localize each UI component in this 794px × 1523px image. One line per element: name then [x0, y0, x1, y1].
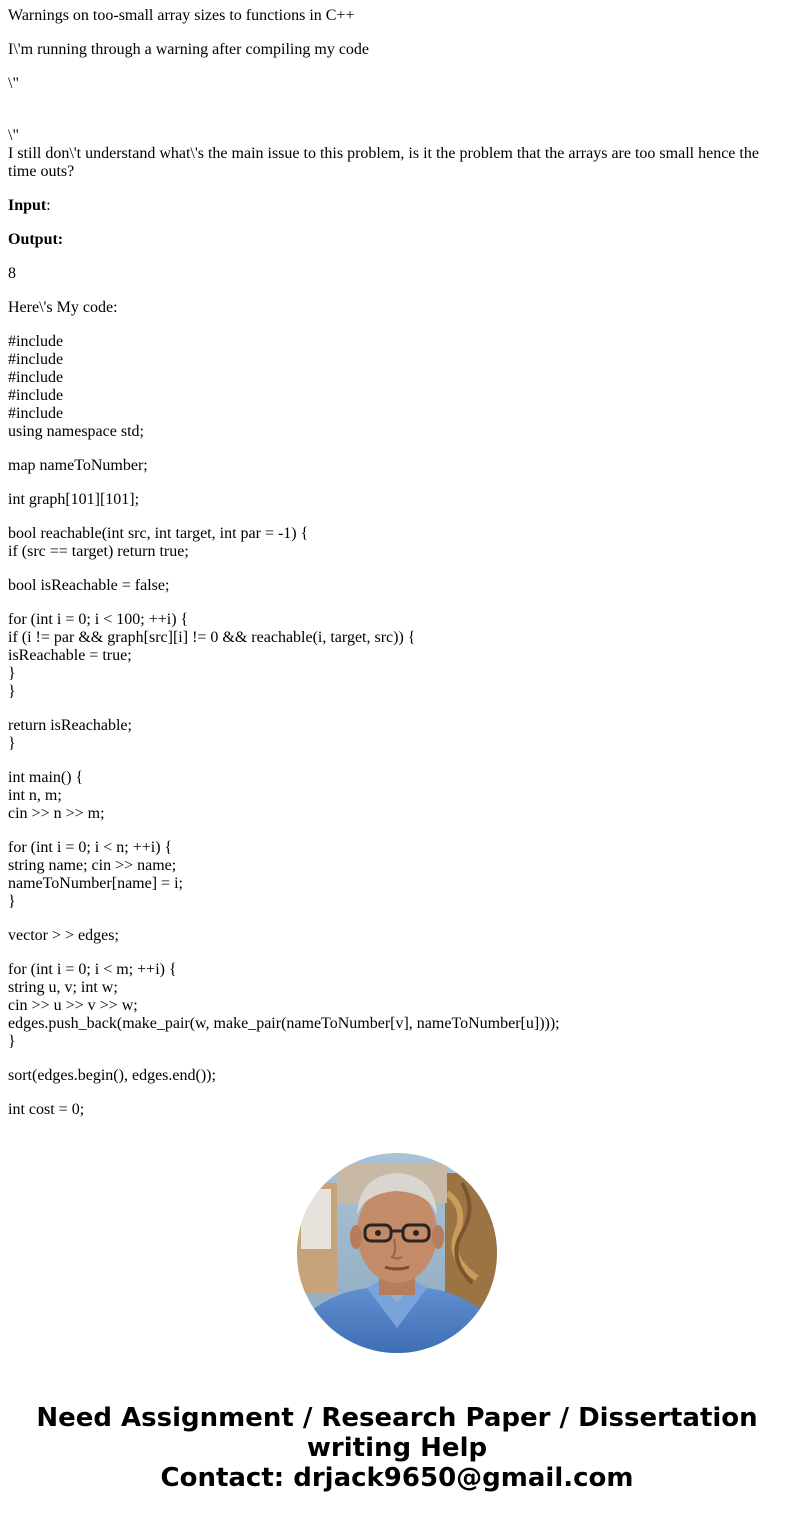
code-line: for (int i = 0; i < n; ++i) { [8, 839, 173, 856]
code-line: } [8, 735, 16, 752]
input-label: Input [8, 197, 47, 214]
code-line: bool reachable(int src, int target, int par = -1) { [8, 525, 309, 542]
code-line: nameToNumber[name] = i; [8, 875, 183, 892]
code-line [8, 595, 778, 611]
code-line [8, 561, 778, 577]
code-line: #include [8, 405, 64, 422]
code-line: int graph[101][101]; [8, 491, 140, 508]
code-line: } [8, 665, 16, 682]
code-intro: Here\'s My code: [8, 299, 118, 316]
question-content [8, 7, 778, 1123]
code-line: string u, v; int w; [8, 979, 118, 996]
code-line [8, 509, 778, 525]
code-line: cin >> u >> v >> w; [8, 997, 138, 1014]
code-line [8, 441, 778, 457]
output-section [8, 231, 778, 249]
question-title: Warnings on too-small array sizes to functions in C++ [8, 7, 355, 24]
promo-line-2: writing Help [306, 1433, 488, 1463]
code-line: sort(edges.begin(), edges.end()); [8, 1067, 216, 1084]
code-line: return isReachable; [8, 717, 132, 734]
code-line [8, 701, 778, 717]
code-line: int n, m; [8, 787, 62, 804]
code-line: int main() { [8, 769, 84, 786]
code-line: if (src == target) return true; [8, 543, 189, 560]
input-suffix: : [46, 197, 51, 214]
code-block [8, 333, 778, 1119]
output-value: 8 [8, 265, 16, 282]
code-line: #include [8, 369, 64, 386]
promo-contact: Contact: drjack9650@gmail.com [160, 1463, 634, 1493]
quote-open: \" [8, 75, 19, 92]
code-line: } [8, 683, 16, 700]
code-line: cin >> n >> m; [8, 805, 105, 822]
code-line: int cost = 0; [8, 1101, 85, 1118]
code-line [8, 753, 778, 769]
author-avatar [297, 1153, 497, 1353]
code-line: bool isReachable = false; [8, 577, 170, 594]
code-line: } [8, 1033, 16, 1050]
promo-banner [0, 1403, 794, 1493]
code-line: using namespace std; [8, 423, 144, 440]
code-line: for (int i = 0; i < 100; ++i) { [8, 611, 189, 628]
code-line: isReachable = true; [8, 647, 132, 664]
question-text: I still don\'t understand what\'s the main issue to this problem, is it the problem that the arrays are too small hence the time outs? [8, 145, 759, 180]
code-line [8, 1051, 778, 1067]
code-line: #include [8, 333, 64, 350]
code-line: vector > > edges; [8, 927, 119, 944]
code-line: map nameToNumber; [8, 457, 148, 474]
promo-line-1: Need Assignment / Research Paper / Dissertation [36, 1403, 758, 1433]
code-line: if (i != par && graph[src][i] != 0 && reachable(i, target, src)) { [8, 629, 416, 646]
input-section [8, 197, 778, 215]
code-line [8, 911, 778, 927]
quote-close: \" [8, 127, 19, 144]
code-line [8, 475, 778, 491]
code-line: edges.push_back(make_pair(w, make_pair(nameToNumber[v], nameToNumber[u]))); [8, 1015, 560, 1032]
code-line: #include [8, 387, 64, 404]
code-line [8, 1085, 778, 1101]
intro-text: I\'m running through a warning after compiling my code [8, 41, 370, 58]
person-photo-icon [297, 1153, 497, 1353]
code-line: string name; cin >> name; [8, 857, 177, 874]
output-label: Output: [8, 231, 64, 248]
code-line [8, 823, 778, 839]
code-line: for (int i = 0; i < m; ++i) { [8, 961, 177, 978]
code-line: #include [8, 351, 64, 368]
code-line: } [8, 893, 16, 910]
code-line [8, 945, 778, 961]
